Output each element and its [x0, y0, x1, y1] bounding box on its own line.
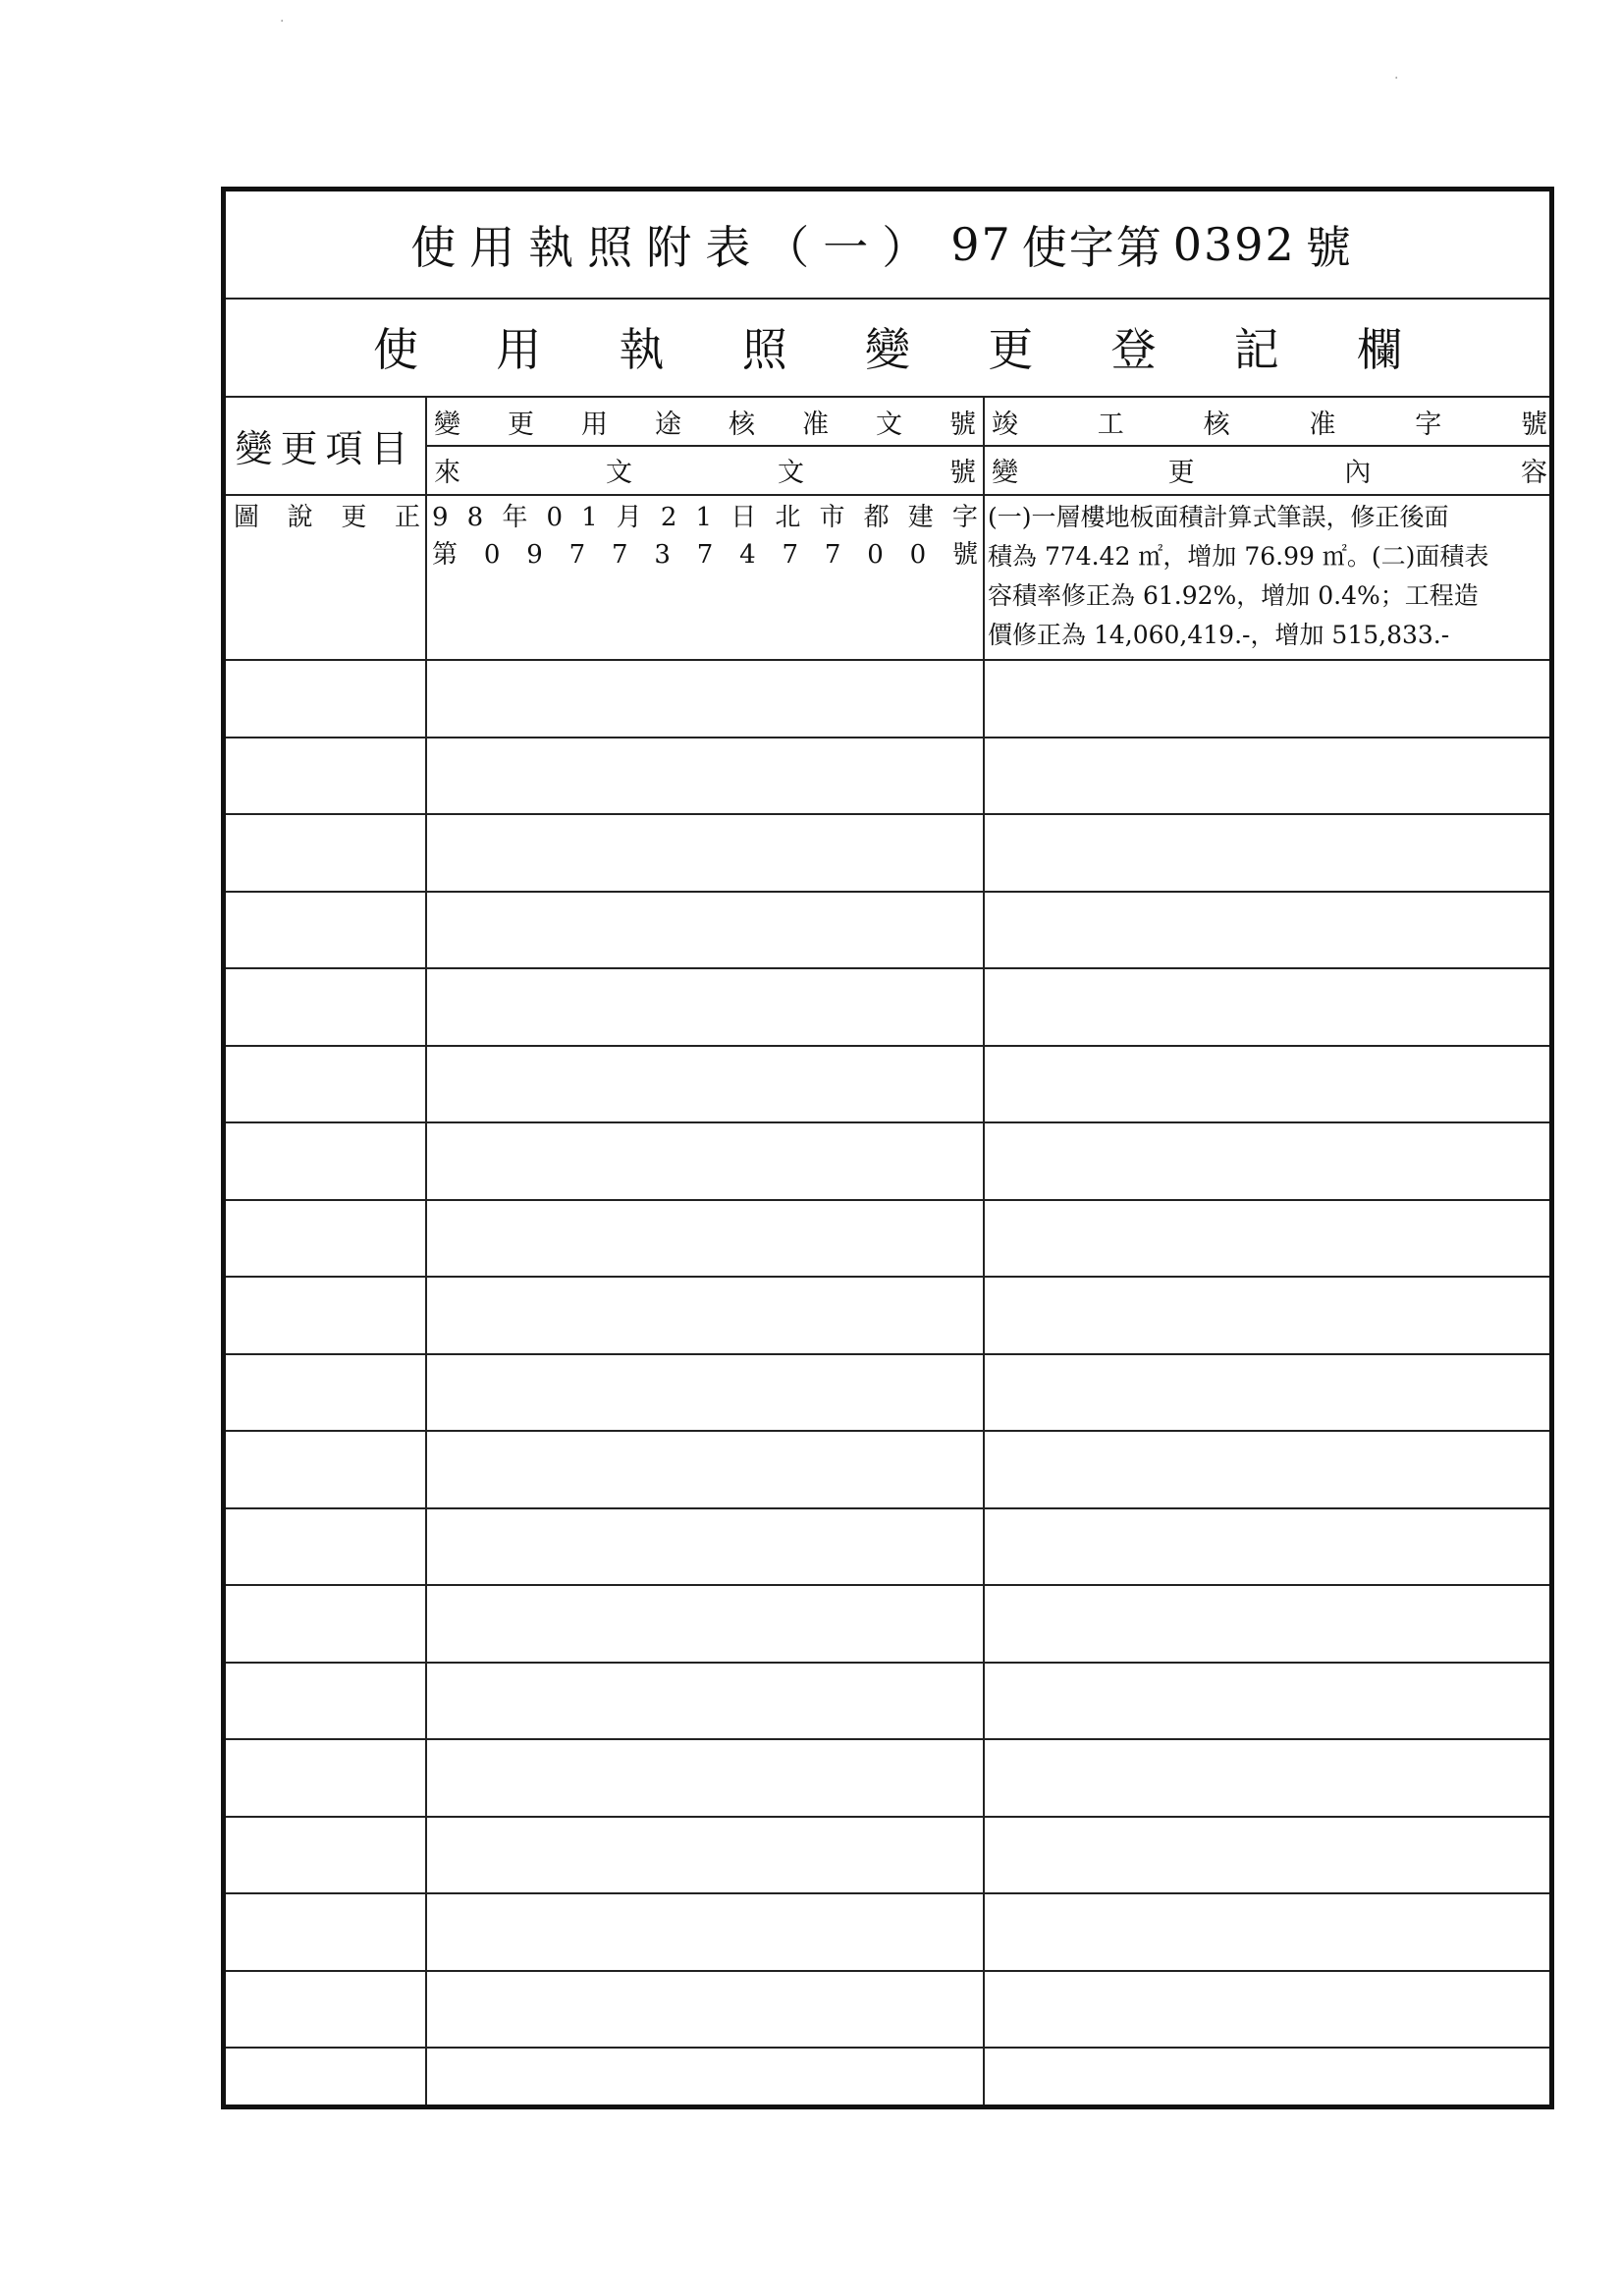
entry-char: 2	[660, 503, 677, 532]
entry-char: 第	[432, 540, 459, 570]
header-char: 變	[992, 457, 1018, 488]
subtitle-char: 記	[1233, 323, 1279, 376]
row-divider	[226, 813, 1549, 815]
subtitle-char: 執	[619, 323, 665, 376]
entry-char: 號	[951, 540, 978, 570]
title-mid: 使字第	[1021, 221, 1163, 274]
entry-char: 0	[546, 503, 563, 532]
row-divider	[226, 1662, 1549, 1664]
entry-char: 8	[466, 503, 484, 532]
entry-char: 9	[432, 503, 449, 532]
entry-char: 0	[909, 540, 927, 570]
header-char: 變	[434, 409, 460, 440]
header-subdivider	[425, 445, 1549, 447]
content-line: 價修正為 14,060,419.-，增加 515,833.-	[988, 621, 1450, 649]
entry-char: 7	[696, 540, 714, 570]
row-divider	[226, 1816, 1549, 1818]
row-divider	[226, 2047, 1549, 2049]
subtitle-char: 變	[865, 323, 910, 376]
row-divider	[226, 1507, 1549, 1509]
scan-mark-right: ·	[1394, 71, 1399, 86]
row-divider	[226, 1045, 1549, 1047]
entry-char: 更	[341, 503, 367, 532]
entry-char: 建	[907, 503, 934, 532]
header-char: 號	[1520, 409, 1547, 440]
header-char: 號	[949, 457, 976, 488]
header-change-item: 變更項目	[235, 426, 416, 470]
header-char: 竣	[992, 409, 1018, 440]
header-char: 核	[729, 409, 755, 440]
entry-char: 字	[951, 503, 978, 532]
entry-doc-line-1	[432, 498, 978, 537]
row-divider	[226, 1353, 1549, 1355]
row-divider	[226, 1738, 1549, 1740]
row-divider	[226, 967, 1549, 969]
subtitle-char: 照	[741, 323, 787, 376]
entry-char: 7	[611, 540, 628, 570]
header-char: 准	[802, 409, 829, 440]
header-bottom-line	[226, 494, 1549, 496]
subtitle-char: 使	[373, 323, 418, 376]
row-divider	[226, 1199, 1549, 1201]
entry-char: 年	[502, 503, 528, 532]
entry-char: 說	[287, 503, 313, 532]
row-divider	[226, 1892, 1549, 1894]
header-char: 途	[655, 409, 681, 440]
record-table	[226, 396, 1549, 2105]
entry-change-content	[988, 498, 1555, 655]
header-char: 准	[1309, 409, 1336, 440]
title-prefix: 使用執照附表（一）	[410, 221, 942, 274]
content-line: 積為 774.42 ㎡，增加 76.99 ㎡。(二)面積表	[988, 542, 1489, 571]
entry-char: 1	[695, 503, 713, 532]
form-title	[226, 191, 1549, 300]
entry-char: 市	[819, 503, 845, 532]
title-suffix: 號	[1305, 221, 1365, 274]
entry-char: 都	[863, 503, 890, 532]
entry-char: 3	[654, 540, 671, 570]
subtitle-char: 更	[988, 323, 1034, 376]
header-usage-doc-no	[434, 398, 976, 445]
entry-char: 0	[867, 540, 884, 570]
entry-char: 7	[824, 540, 841, 570]
entry-char: 9	[526, 540, 543, 570]
header-incoming-doc-no	[434, 447, 976, 492]
subtitle-char: 登	[1110, 323, 1157, 376]
header-char: 字	[1415, 409, 1442, 440]
entry-char: 7	[568, 540, 586, 570]
content-line: 容積率修正為 61.92%，增加 0.4%；工程造	[988, 581, 1479, 610]
row-divider	[226, 1970, 1549, 1972]
subtitle-char: 欄	[1357, 323, 1402, 376]
header-char: 更	[508, 409, 534, 440]
entry-char: 圖	[234, 503, 260, 532]
row-divider	[226, 1430, 1549, 1432]
entry-char: 4	[739, 540, 756, 570]
header-char: 來	[434, 457, 460, 488]
form-subtitle	[226, 298, 1549, 398]
title-number: 0392	[1172, 218, 1296, 271]
subtitle-char: 用	[496, 323, 542, 376]
header-char: 用	[581, 409, 608, 440]
column-divider	[983, 396, 985, 2105]
entry-char: 1	[581, 503, 598, 532]
row-divider	[226, 1584, 1549, 1586]
header-char: 工	[1097, 409, 1124, 440]
header-char: 文	[606, 457, 632, 488]
entry-char: 日	[730, 503, 757, 532]
entry-item	[234, 498, 420, 537]
scan-mark-left: ·	[280, 14, 285, 29]
entry-doc-line-2	[432, 535, 978, 574]
header-char: 更	[1167, 457, 1195, 488]
entry-char: 7	[782, 540, 799, 570]
row-divider	[226, 1276, 1549, 1278]
row-divider	[226, 891, 1549, 893]
title-year: 97	[950, 218, 1012, 271]
header-char: 容	[1520, 457, 1547, 488]
entry-char: 月	[616, 503, 642, 532]
header-change-content	[992, 447, 1547, 492]
entry-char: 正	[394, 503, 420, 532]
column-divider	[425, 396, 427, 2105]
row-divider	[226, 659, 1549, 661]
permit-form	[221, 187, 1554, 2109]
row-divider	[226, 1121, 1549, 1123]
header-char: 文	[876, 409, 902, 440]
row-divider	[226, 737, 1549, 738]
header-completion-no	[992, 398, 1547, 445]
header-char: 號	[949, 409, 976, 440]
content-line: (一)一層樓地板面積計算式筆誤，修正後面	[988, 503, 1449, 531]
header-char: 核	[1203, 409, 1230, 440]
entry-char: 0	[483, 540, 501, 570]
header-char: 內	[1344, 457, 1372, 488]
entry-char: 北	[775, 503, 801, 532]
header-char: 文	[778, 457, 804, 488]
